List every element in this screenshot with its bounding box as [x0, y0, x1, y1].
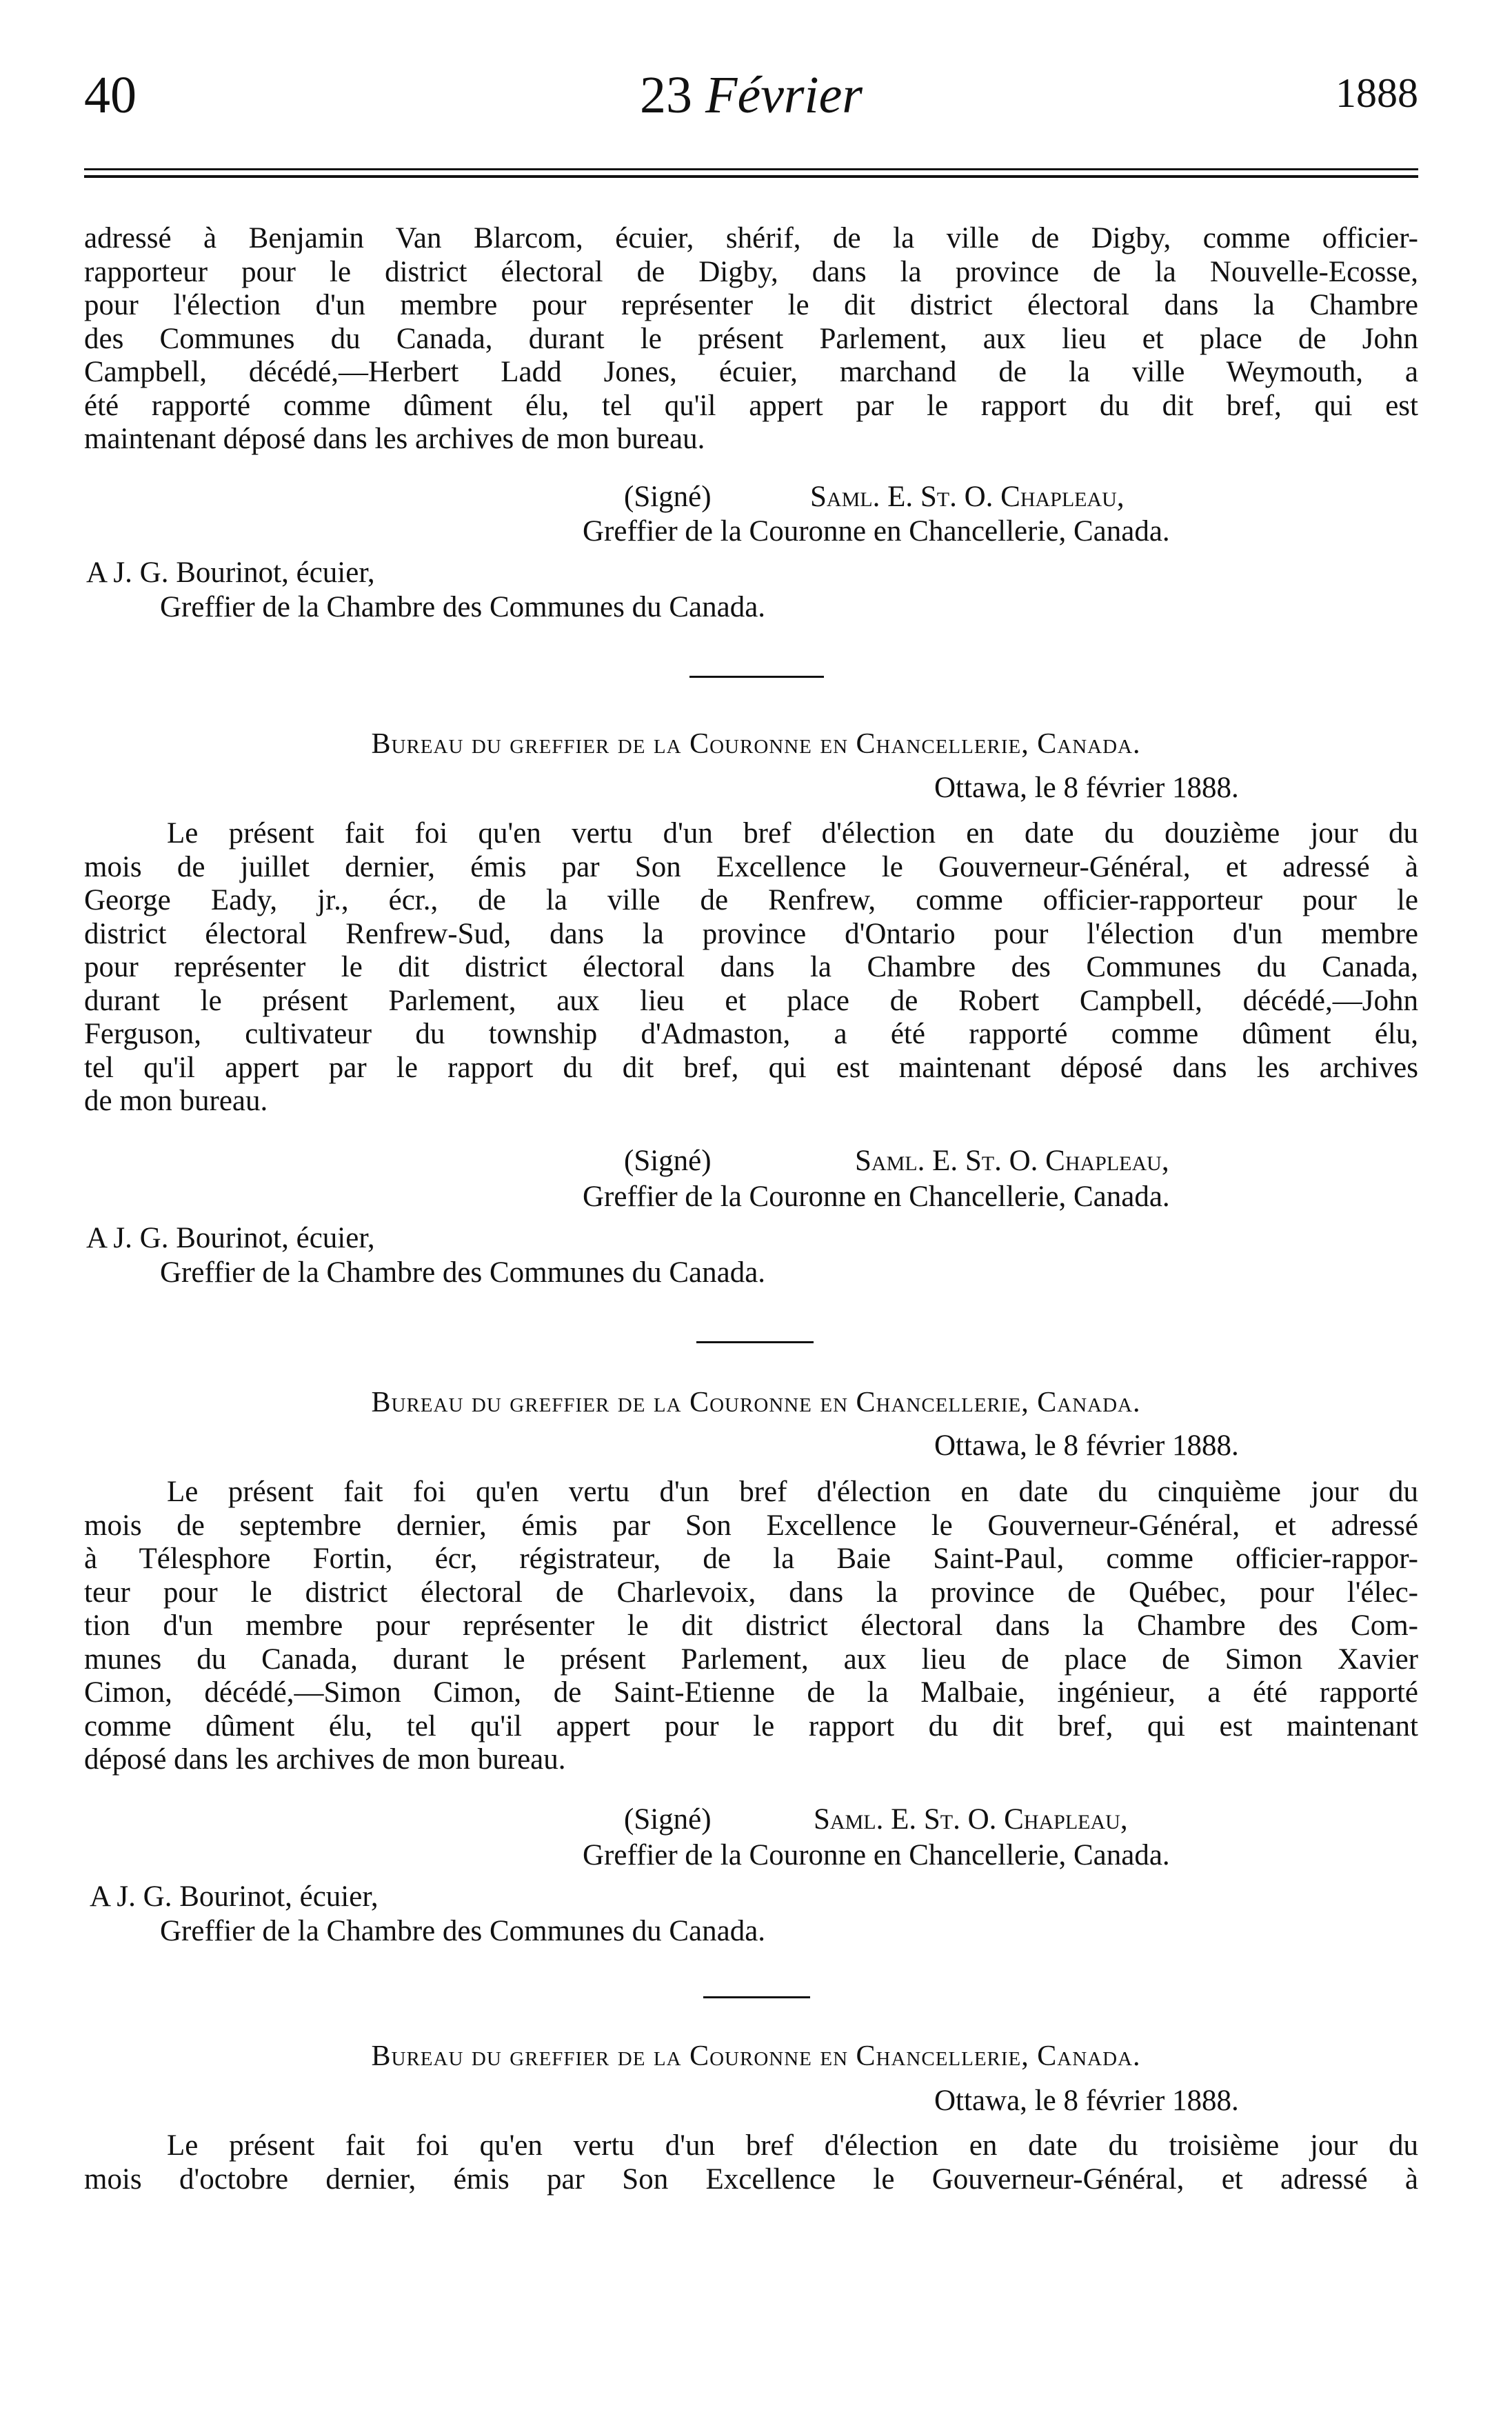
continued-notice-text [84, 222, 1418, 456]
text-line: George Eady, jr., écr., de la ville de Renfrew, comme officier-rapporteur pour le [84, 884, 1418, 916]
signer-title: Greffier de la Couronne en Chancellerie, Canada. [583, 1181, 1170, 1213]
text-line: adressé à Benjamin Van Blarcom, écuier, shérif, de la ville de Digby, comme officier- [84, 222, 1418, 254]
notice-2-text [84, 1476, 1418, 1777]
section-separator [696, 1341, 814, 1343]
notice-1 [84, 817, 1418, 1118]
text-line: à Télesphore Fortin, écr, régistrateur, de la Baie Saint-Paul, comme officier-rappor- [84, 1543, 1418, 1575]
text-line: teur pour le district électoral de Charlevoix, dans la province de Québec, pour l'élec- [84, 1576, 1418, 1609]
header-year: 1888 [1335, 70, 1418, 116]
text-line: pour représenter le dit district électoral dans la Chambre des Communes du Canada, [84, 951, 1418, 983]
text-line: Le présent fait foi qu'en vertu d'un bref d'élection en date du douzième jour du [167, 817, 1418, 850]
addressee-name: A J. G. Bourinot, écuier, [86, 1222, 375, 1254]
place-date: Ottawa, le 8 février 1888. [934, 772, 1239, 804]
notice-2 [84, 1476, 1418, 1777]
text-line: rapporteur pour le district électoral de Digby, dans la province de la Nouvelle-Ecosse, [84, 255, 1418, 288]
text-line: district électoral Renfrew-Sud, dans la province d'Ontario pour l'élection d'un membre [84, 917, 1418, 950]
signed-label: (Signé) [624, 1145, 712, 1177]
bureau-heading: Bureau du greffier de la Couronne en Chancellerie, Canada. [371, 728, 1141, 760]
bureau-heading: Bureau du greffier de la Couronne en Chancellerie, Canada. [371, 2040, 1141, 2072]
running-header [84, 66, 1418, 128]
text-line: comme dûment élu, tel qu'il appert pour le rapport du dit bref, qui est maintenant [84, 1709, 1418, 1743]
notice-3 [84, 2129, 1418, 2196]
signed-label: (Signé) [624, 1803, 712, 1836]
text-line: mois d'octobre dernier, émis par Son Excellence le Gouverneur-Général, et adressé à [84, 2162, 1418, 2196]
bureau-heading: Bureau du greffier de la Couronne en Chancellerie, Canada. [371, 1387, 1141, 1418]
text-line: munes du Canada, durant le présent Parlement, aux lieu de place de Simon Xavier [84, 1643, 1418, 1676]
continued-notice [84, 222, 1418, 456]
text-line: de mon bureau. [84, 1085, 268, 1117]
signer-name: Saml. E. St. O. Chapleau, [814, 1803, 1128, 1836]
signed-label: (Signé) [624, 481, 712, 513]
text-line: mois de septembre dernier, émis par Son Excellence le Gouverneur-Général, et adressé [84, 1509, 1418, 1542]
notice-3-text [84, 2129, 1418, 2196]
signer-name: Saml. E. St. O. Chapleau, [810, 481, 1125, 513]
text-line: déposé dans les archives de mon bureau. [84, 1743, 566, 1776]
header-rule-top [84, 168, 1418, 170]
header-day: 23 [640, 66, 693, 124]
text-line: maintenant déposé dans les archives de mon bureau. [84, 423, 705, 455]
header-rule-bottom [84, 175, 1418, 178]
addressee-name: A J. G. Bourinot, écuier, [90, 1880, 379, 1913]
text-line: Campbell, décédé,—Herbert Ladd Jones, écuier, marchand de la ville Weymouth, a [84, 356, 1418, 388]
text-line: Cimon, décédé,—Simon Cimon, de Saint-Etienne de la Malbaie, ingénieur, a été rapporté [84, 1676, 1418, 1709]
text-line: des Communes du Canada, durant le présent Parlement, aux lieu et place de John [84, 322, 1418, 355]
section-separator [703, 1996, 810, 1998]
text-line: Ferguson, cultivateur du township d'Admaston, a été rapporté comme dûment élu, [84, 1018, 1418, 1050]
header-month: Février [705, 66, 863, 124]
section-separator [689, 676, 824, 678]
text-line: tion d'un membre pour représenter le dit district électoral dans la Chambre des Com- [84, 1609, 1418, 1642]
addressee [86, 556, 375, 590]
text-line: pour l'élection d'un membre pour représenter le dit district électoral dans la Chambre [84, 289, 1418, 321]
text-line: été rapporté comme dûment élu, tel qu'il appert par le rapport du dit bref, qui est [84, 389, 1418, 422]
notice-1-text [84, 817, 1418, 1118]
text-line: Le présent fait foi qu'en vertu d'un bref d'élection en date du cinquième jour du [167, 1476, 1418, 1508]
text-line: mois de juillet dernier, émis par Son Excellence le Gouverneur-Général, et adressé à [84, 850, 1418, 883]
page-number: 40 [84, 66, 137, 124]
addressee-title: Greffier de la Chambre des Communes du Canada. [160, 591, 766, 623]
place-date: Ottawa, le 8 février 1888. [934, 2085, 1239, 2117]
header-date [84, 66, 1418, 125]
addressee-name: A J. G. Bourinot, écuier, [86, 556, 375, 589]
text-line: Le présent fait foi qu'en vertu d'un bref d'élection en date du troisième jour du [167, 2129, 1418, 2162]
signer-title: Greffier de la Couronne en Chancellerie, Canada. [583, 1839, 1170, 1871]
addressee-title: Greffier de la Chambre des Communes du Canada. [160, 1915, 766, 1947]
signer-title: Greffier de la Couronne en Chancellerie, Canada. [583, 515, 1170, 548]
text-line: durant le présent Parlement, aux lieu et place de Robert Campbell, décédé,—John [84, 984, 1418, 1017]
text-line: tel qu'il appert par le rapport du dit bref, qui est maintenant déposé dans les archives [84, 1051, 1418, 1084]
signer-name: Saml. E. St. O. Chapleau, [855, 1145, 1169, 1177]
place-date: Ottawa, le 8 février 1888. [934, 1429, 1239, 1462]
addressee-title: Greffier de la Chambre des Communes du Canada. [160, 1256, 766, 1289]
